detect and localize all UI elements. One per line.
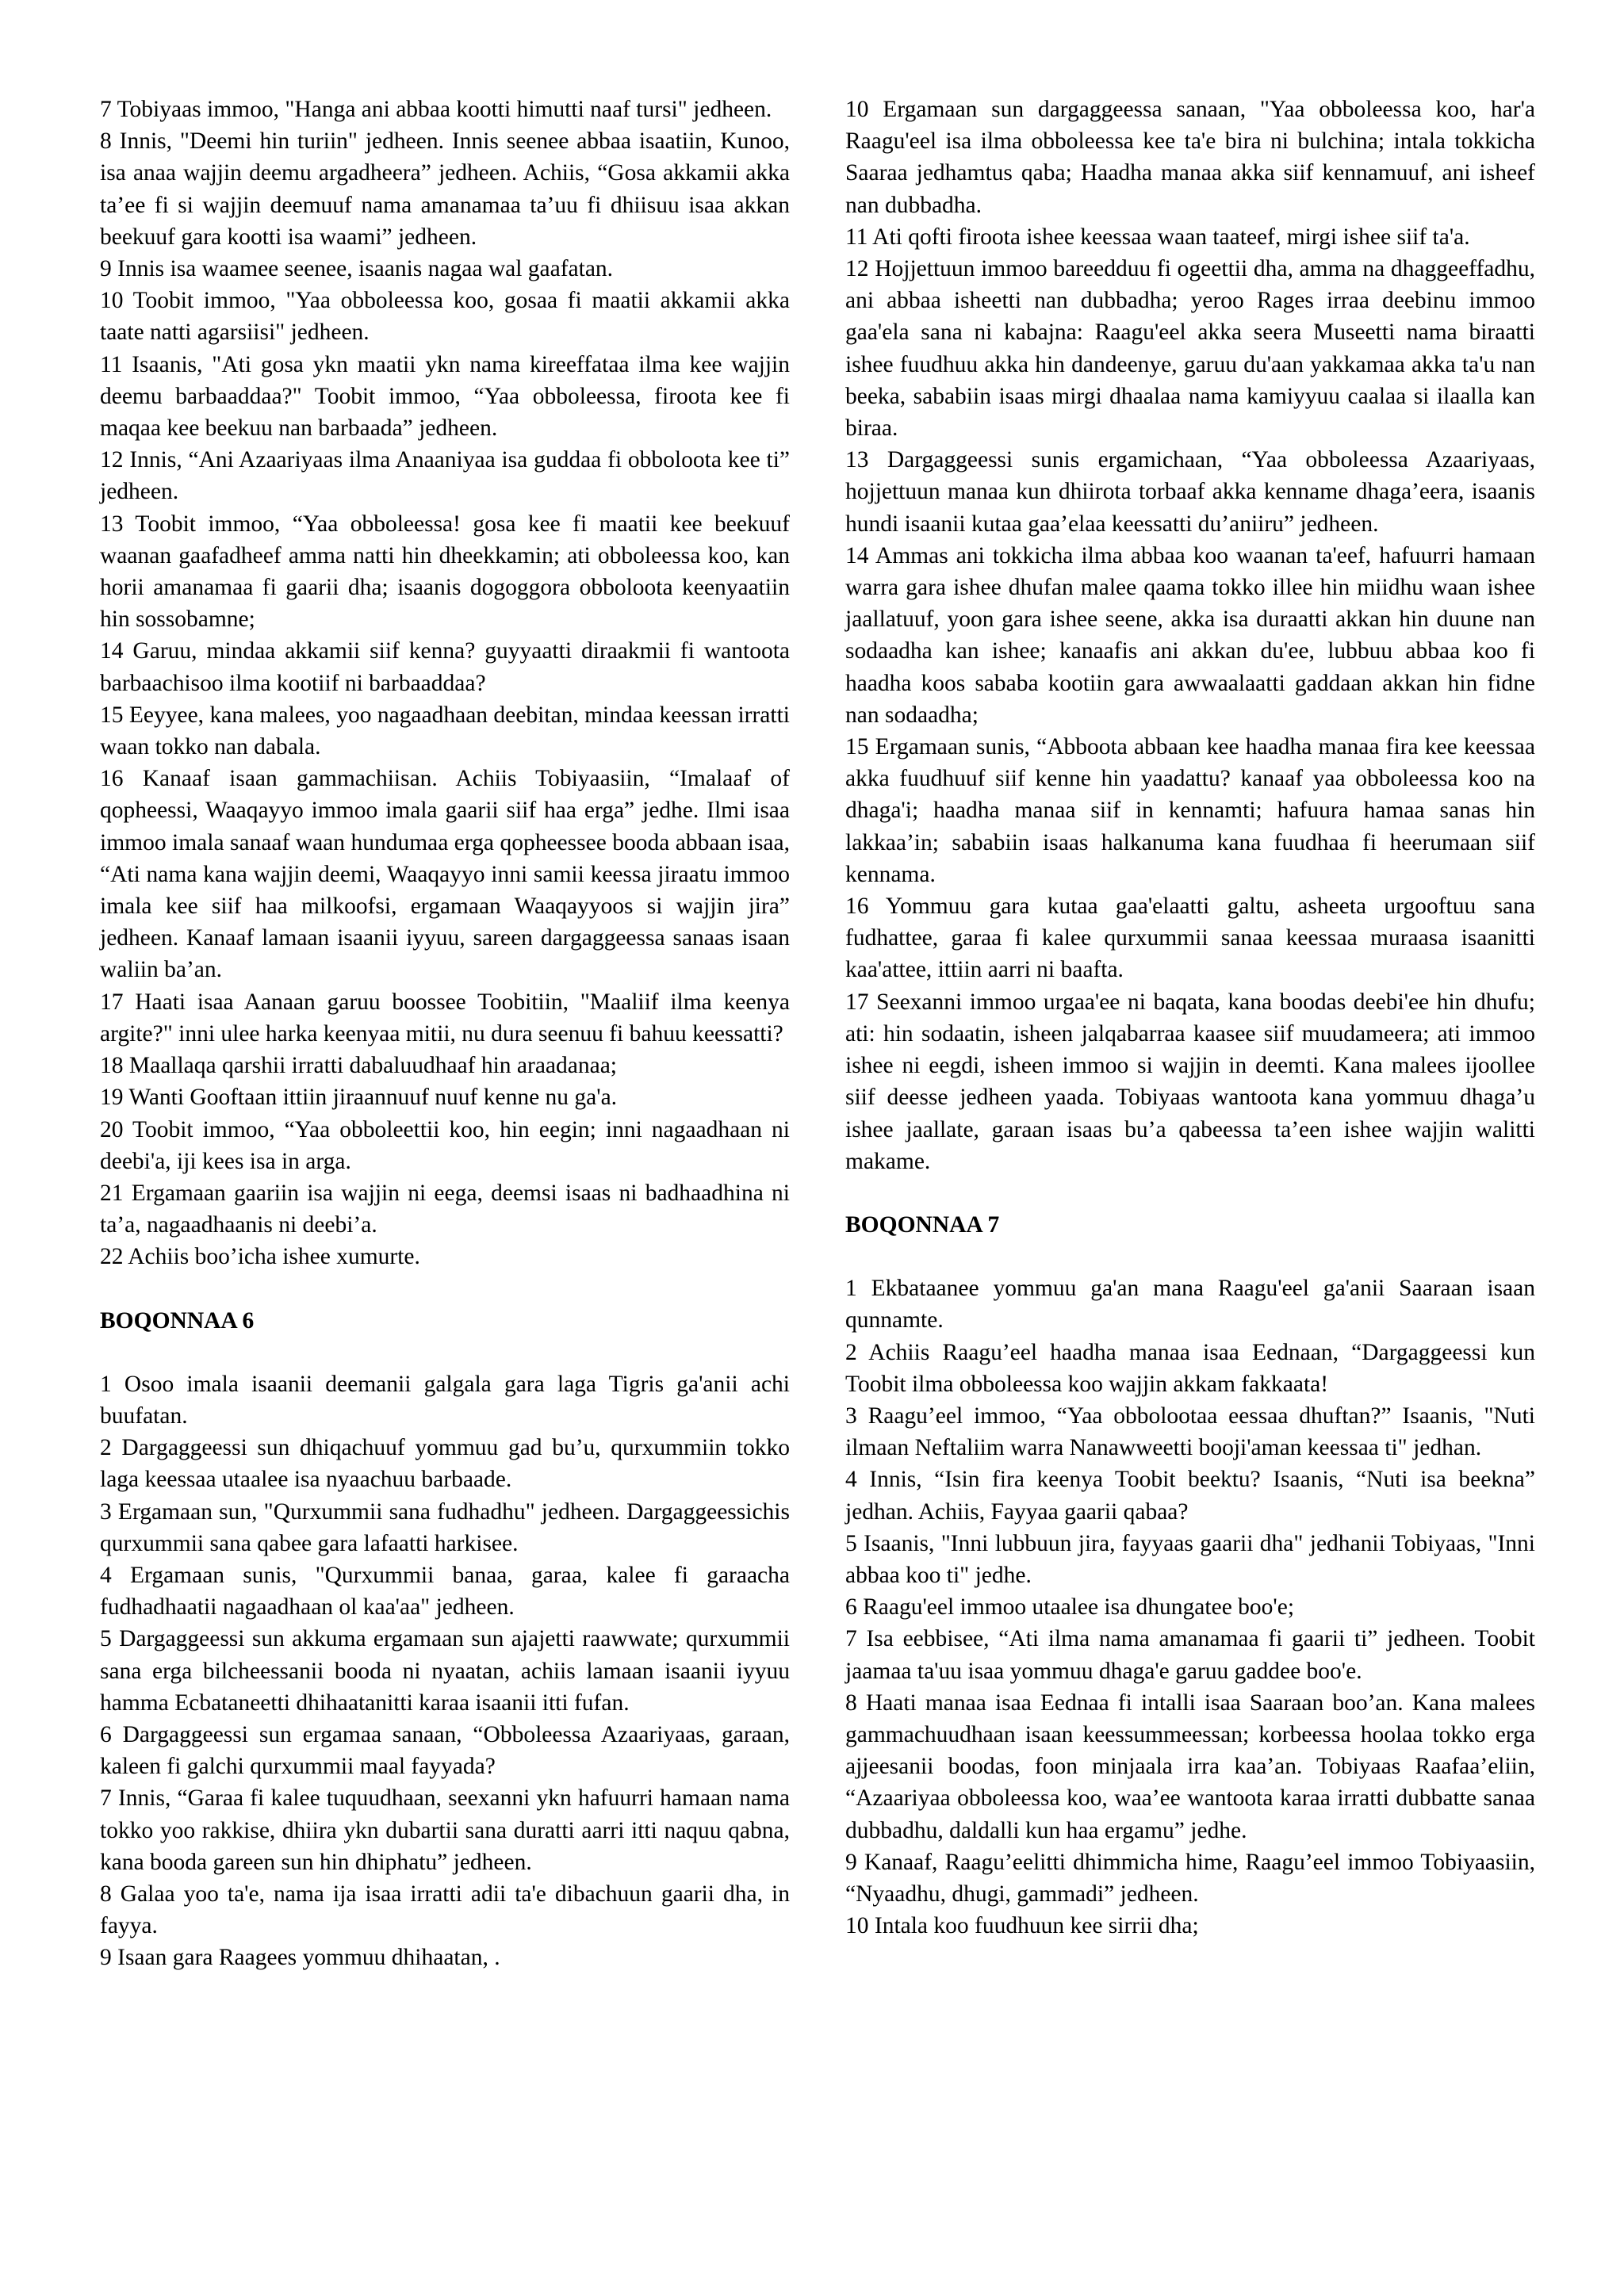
- verse-paragraph: 11 Ati qofti firoota ishee keessaa waan taateef, mirgi ishee siif ta'a.: [845, 224, 1470, 250]
- verse-paragraph: 7 Tobiyaas immoo, "Hanga ani abbaa kootti himutti naaf tursi" jedheen.: [100, 97, 772, 122]
- verse-paragraph: 14 Ammas ani tokkicha ilma abbaa koo waanan ta'eef, hafuurri hamaan warra gara ishee dhufan malee qaama tokko illee hin miidhu waan ishee jaallatuuf, yoon gara ishee seene, akka isa duraatti akkan hin duune nan sodaadha kan ishee; kanaafis ani akkan du'ee, lubbuu abbaa koo fi haadha koos sababa kootiin gara awwaalaatti gaddaan akkan hin fidne nan sodaadha;: [845, 542, 1535, 728]
- verse-paragraph: 7 Innis, “Garaa fi kalee tuquudhaan, seexanni ykn hafuurri hamaan nama tokko yoo rakkise, dhiira ykn dubartii sana duratti aarri itti naquu qabna, kana booda gareen sun hin dhiphatu” jedheen.: [100, 1785, 790, 1875]
- verse-paragraph: 3 Ergamaan sun, "Qurxummii sana fudhadhu" jedheen. Dargaggeessichis qurxummii sana qabee gara lafaatti harkisee.: [100, 1498, 790, 1556]
- right-block-1: [845, 94, 1535, 1177]
- verse-paragraph: 5 Dargaggeessi sun akkuma ergamaan sun ajajetti raawwate; qurxummii sana erga bilcheessanii booda ni nyaatan, achiis lamaan isaanii iyyuu hamma Ecbataneetti dhihaatanitti karaa isaanii itti fufan.: [100, 1626, 790, 1716]
- verse-paragraph: 17 Seexanni immoo urgaa'ee ni baqata, kana boodas deebi'ee hin dhufu; ati: hin sodaatin, isheen jalqabarraa kaasee siif muudameera; ati immoo ishee ni eegdi, isheen immoo si wajjin in deemti. Kana malees ijoollee siif deesse jedheen yaada. Tobiyaas wantoota kana yommuu dhaga’u ishee jaallate, garaan isaas bu’a qabeessa ta’een ishee wajjin walitti makame.: [845, 989, 1535, 1174]
- verse-paragraph: 6 Dargaggeessi sun ergamaa sanaan, “Obboleessa Azaariyaas, garaan, kaleen fi galchi qurxummii maal fayyada?: [100, 1721, 790, 1780]
- verse-paragraph: 8 Haati manaa isaa Eednaa fi intalli isaa Saaraan boo’an. Kana malees gammachuudhaan isaan keessummeessan; korbeessa hoolaa tokko erga ajjeesanii boodas, foon minjaala irra kaa’an. Tobiyaas Raafaa’eliin, “Azaariyaa obboleessa koo, waa’ee wantoota karaa irratti dubbatte sanaa dubbadhu, daldalli kun haa ergamu” jedhe.: [845, 1689, 1535, 1843]
- verse-paragraph: 15 Eeyyee, kana malees, yoo nagaadhaan deebitan, mindaa keessan irratti waan tokko nan dabala.: [100, 702, 790, 760]
- verse-paragraph: 9 Kanaaf, Raagu’eelitti dhimmicha hime, Raagu’eel immoo Tobiyaasiin, “Nyaadhu, dhugi, gammadi” jedheen.: [845, 1849, 1535, 1907]
- verse-paragraph: 19 Wanti Gooftaan ittiin jiraannuuf nuuf kenne nu ga'a.: [100, 1085, 618, 1111]
- verse-paragraph: 16 Kanaaf isaan gammachiisan. Achiis Tobiyaasiin, “Imalaaf of qopheessi, Waaqayyo immoo imala gaarii siif haa erga” jedhe. Ilmi isaa immoo imala sanaaf waan hundumaa erga qopheessee booda abbaan isaa, “Ati nama kana wajjin deemi, Waaqayyo inni samii keessa jiraatu immoo imala kee siif haa milkoofsi, ergamaan Waaqayyoos si wajjin jira” jedheen. Kanaaf lamaan isaanii iyyuu, sareen dargaggeessa sanaas isaan waliin ba’an.: [100, 766, 790, 983]
- left-column: [100, 94, 790, 1974]
- right-block-2: [845, 1272, 1535, 1942]
- verse-paragraph: 9 Isaan gara Raagees yommuu dhihaatan, .: [100, 1945, 500, 1971]
- verse-paragraph: 20 Toobit immoo, “Yaa obboleettii koo, hin eegin; inni nagaadhaan ni deebi'a, iji kees isa in arga.: [100, 1116, 790, 1174]
- verse-paragraph: 15 Ergamaan sunis, “Abboota abbaan kee haadha manaa fira kee keessaa akka fuudhuuf siif kenne hin yaadattu? kanaaf yaa obboleessa koo na dhaga'i; haadha manaa siif in kennamti; hafuura hamaa sanas hin lakkaa’in; sababiin isaas halkanuma kana fuudhaa fi heerumaan siif kennama.: [845, 734, 1535, 887]
- verse-paragraph: 1 Osoo imala isaanii deemanii galgala gara laga Tigris ga'anii achi buufatan.: [100, 1371, 790, 1429]
- verse-paragraph: 4 Ergamaan sunis, "Qurxummii banaa, garaa, kalee fi garaacha fudhadhaatii nagaadhaan ol kaa'aa" jedheen.: [100, 1562, 790, 1621]
- verse-paragraph: 12 Hojjettuun immoo bareedduu fi ogeettii dha, amma na dhaggeeffadhu, ani abbaa isheetti nan dubbadha; yeroo Rages irraa deebinu immoo gaa'ela sana ni kabajna: Raagu'eel akka seera Museetti nama biraatti ishee fuudhuu akka hin dandeenye, garuu du'aan yakkamaa akka ta'u nan beeka, sababiin isaas mirgi dhaalaa nama kamiyyuu caalaa si ilaalla kan biraa.: [845, 256, 1535, 442]
- verse-paragraph: 10 Ergamaan sun dargaggeessa sanaan, "Yaa obboleessa koo, har'a Raagu'eel isa ilma obboleessa kee ta'e bira ni bulchina; intala tokkicha Saaraa jedhamtus qaba; Haadha manaa akka siif kennamuuf, ani isheef nan dubbadha.: [845, 97, 1535, 218]
- verse-paragraph: 11 Isaanis, "Ati gosa ykn maatii ykn nama kireeffataa ilma kee wajjin deemu barbaaddaa?" Toobit immoo, “Yaa obboleessa, firoota kee fi maqaa kee beekuu nan barbaada” jedheen.: [100, 351, 790, 442]
- section-gap: [100, 1273, 790, 1305]
- verse-paragraph: 9 Innis isa waamee seenee, isaanis nagaa wal gaafatan.: [100, 256, 614, 282]
- verse-paragraph: 14 Garuu, mindaa akkamii siif kenna? guyyaatti diraakmii fi wantoota barbaachisoo ilma kootiif ni barbaaddaa?: [100, 638, 790, 696]
- verse-paragraph: 13 Dargaggeessi sunis ergamichaan, “Yaa obboleessa Azaariyaas, hojjettuun manaa kun dhiirota torbaaf akka kenname dhaga’eera, isaanis hundi isaanii kutaa gaa’elaa keessatti du’aniiru” jedheen.: [845, 447, 1535, 537]
- verse-paragraph: 12 Innis, “Ani Azaariyaas ilma Anaaniyaa isa guddaa fi obboloota kee ti” jedheen.: [100, 447, 790, 505]
- verse-paragraph: 7 Isa eebbisee, “Ati ilma nama amanamaa fi gaarii ti” jedheen. Toobit jaamaa ta'uu isaa yommuu dhaga'e garuu gaddee boo'e.: [845, 1626, 1535, 1684]
- verse-paragraph: 22 Achiis boo’icha ishee xumurte.: [100, 1244, 420, 1270]
- right-column: [845, 94, 1535, 1942]
- verse-paragraph: 5 Isaanis, "Inni lubbuun jira, fayyaas gaarii dha" jedhanii Tobiyaas, "Inni abbaa koo ti" jedhe.: [845, 1530, 1535, 1588]
- verse-paragraph: 6 Raagu'eel immoo utaalee isa dhungatee boo'e;: [845, 1594, 1295, 1621]
- verse-paragraph: 8 Galaa yoo ta'e, nama ija isaa irratti adii ta'e dibachuun gaarii dha, in fayya.: [100, 1881, 790, 1939]
- verse-paragraph: 10 Intala koo fuudhuun kee sirrii dha;: [845, 1913, 1199, 1939]
- verse-paragraph: 10 Toobit immoo, "Yaa obboleessa koo, gosaa fi maatii akkamii akka taate natti agarsiisi" jedheen.: [100, 288, 790, 346]
- chapter-heading-6: BOQONNAA 6: [100, 1307, 255, 1334]
- section-gap: [100, 1337, 790, 1368]
- verse-paragraph: 17 Haati isaa Aanaan garuu boossee Toobitiin, "Maaliif ilma keenya argite?" inni ulee harka keenyaa mitii, nu dura seenuu fi bahuu keessatti?: [100, 989, 790, 1047]
- section-gap: [845, 1177, 1535, 1209]
- chapter-heading-7: BOQONNAA 7: [845, 1211, 1000, 1238]
- verse-paragraph: 2 Dargaggeessi sun dhiqachuuf yommuu gad bu’u, qurxummiin tokko laga keessaa utaalee isa nyaachuu barbaade.: [100, 1435, 790, 1493]
- verse-paragraph: 18 Maallaqa qarshii irratti dabaluudhaaf hin araadanaa;: [100, 1053, 617, 1079]
- left-block-2: [100, 1368, 790, 1974]
- left-block-1: [100, 94, 790, 1273]
- section-gap: [845, 1241, 1535, 1272]
- verse-paragraph: 2 Achiis Raagu’eel haadha manaa isaa Eednaan, “Dargaggeessi kun Toobit ilma obboleessa koo wajjin akkam fakkaata!: [845, 1339, 1535, 1397]
- verse-paragraph: 8 Innis, "Deemi hin turiin" jedheen. Innis seenee abbaa isaatiin, Kunoo, isa anaa wajjin deemu argadheera” jedheen. Achiis, “Gosa akkamii akka ta’ee fi si wajjin deemuuf nama amanamaa ta’uu fi dhiisuu isaa akkan beekuuf gara kootti isa waami” jedheen.: [100, 128, 790, 250]
- verse-paragraph: 13 Toobit immoo, “Yaa obboleessa! gosa kee fi maatii kee beekuuf waanan gaafadheef amma natti hin dheekkamin; ati obboleessa koo, kan horii amanamaa fi gaarii dha; isaanis dogoggora obboloota keenyaatiin hin sossobamne;: [100, 511, 790, 633]
- verse-paragraph: 1 Ekbataanee yommuu ga'an mana Raagu'eel ga'anii Saaraan isaan qunnamte.: [845, 1276, 1535, 1334]
- verse-paragraph: 16 Yommuu gara kutaa gaa'elaatti galtu, asheeta urgooftuu sana fudhattee, garaa fi kalee qurxummii sanaa keessaa muraasa isaanitti kaa'attee, ittiin aarri ni baafta.: [845, 894, 1535, 983]
- verse-paragraph: 4 Innis, “Isin fira keenya Toobit beektu? Isaanis, “Nuti isa beekna” jedhan. Achiis, Fayyaa gaarii qabaa?: [845, 1467, 1535, 1525]
- verse-paragraph: 3 Raagu’eel immoo, “Yaa obbolootaa eessaa dhuftan?” Isaanis, "Nuti ilmaan Neftaliim warra Nanawweetti booji'aman keessaa ti" jedhan.: [845, 1402, 1535, 1461]
- verse-paragraph: 21 Ergamaan gaariin isa wajjin ni eega, deemsi isaas ni badhaadhina ni ta’a, nagaadhaanis ni deebi’a.: [100, 1180, 790, 1238]
